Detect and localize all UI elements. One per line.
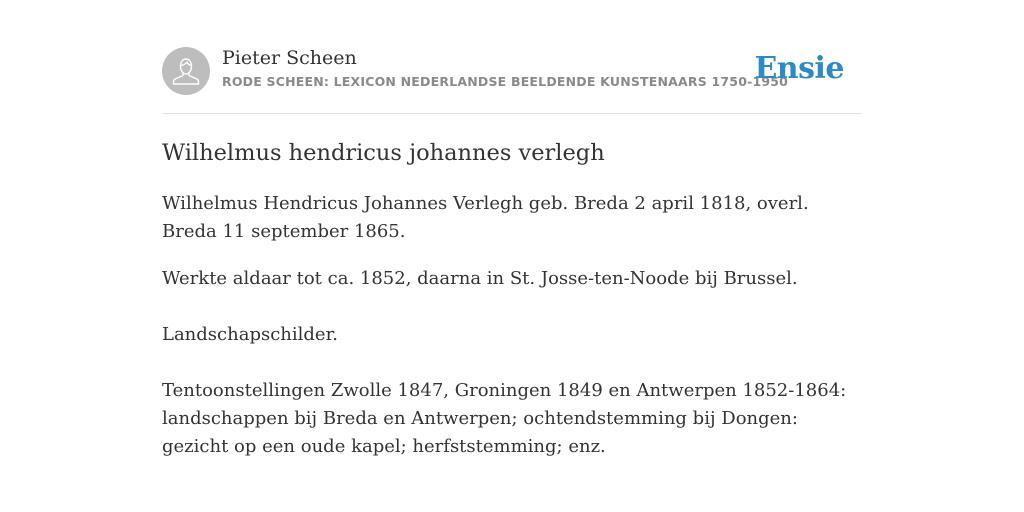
author-name[interactable]: Pieter Scheen — [222, 47, 357, 69]
article-paragraph-4: Tentoonstellingen Zwolle 1847, Groningen 1849 en Antwerpen 1852-1864: landschappen bij Breda en Antwerpen; ochtendstemming bij Dongen: gezicht op een oude kapel; herfststemming; enz. — [162, 380, 847, 457]
source-title[interactable]: RODE SCHEEN: LEXICON NEDERLANDSE BEELDENDE KUNSTENAARS 1750-1950 — [222, 74, 789, 89]
user-silhouette-icon — [162, 47, 210, 95]
article-paragraph-2: Werkte aldaar tot ca. 1852, daarna in St. Josse-ten-Noode bij Brussel. — [162, 268, 798, 289]
article-paragraph-1: Wilhelmus Hendricus Johannes Verlegh geb. Breda 2 april 1818, overl. Breda 11 september 1865. — [162, 193, 809, 242]
article-header — [162, 46, 862, 96]
article-paragraph-3: Landschapschilder. — [162, 324, 338, 345]
author-avatar[interactable] — [162, 47, 210, 95]
header-divider — [162, 113, 862, 114]
article-card — [162, 0, 862, 512]
brand-logo[interactable]: Ensie — [754, 51, 844, 86]
article-title: Wilhelmus hendricus johannes verlegh — [162, 140, 605, 166]
